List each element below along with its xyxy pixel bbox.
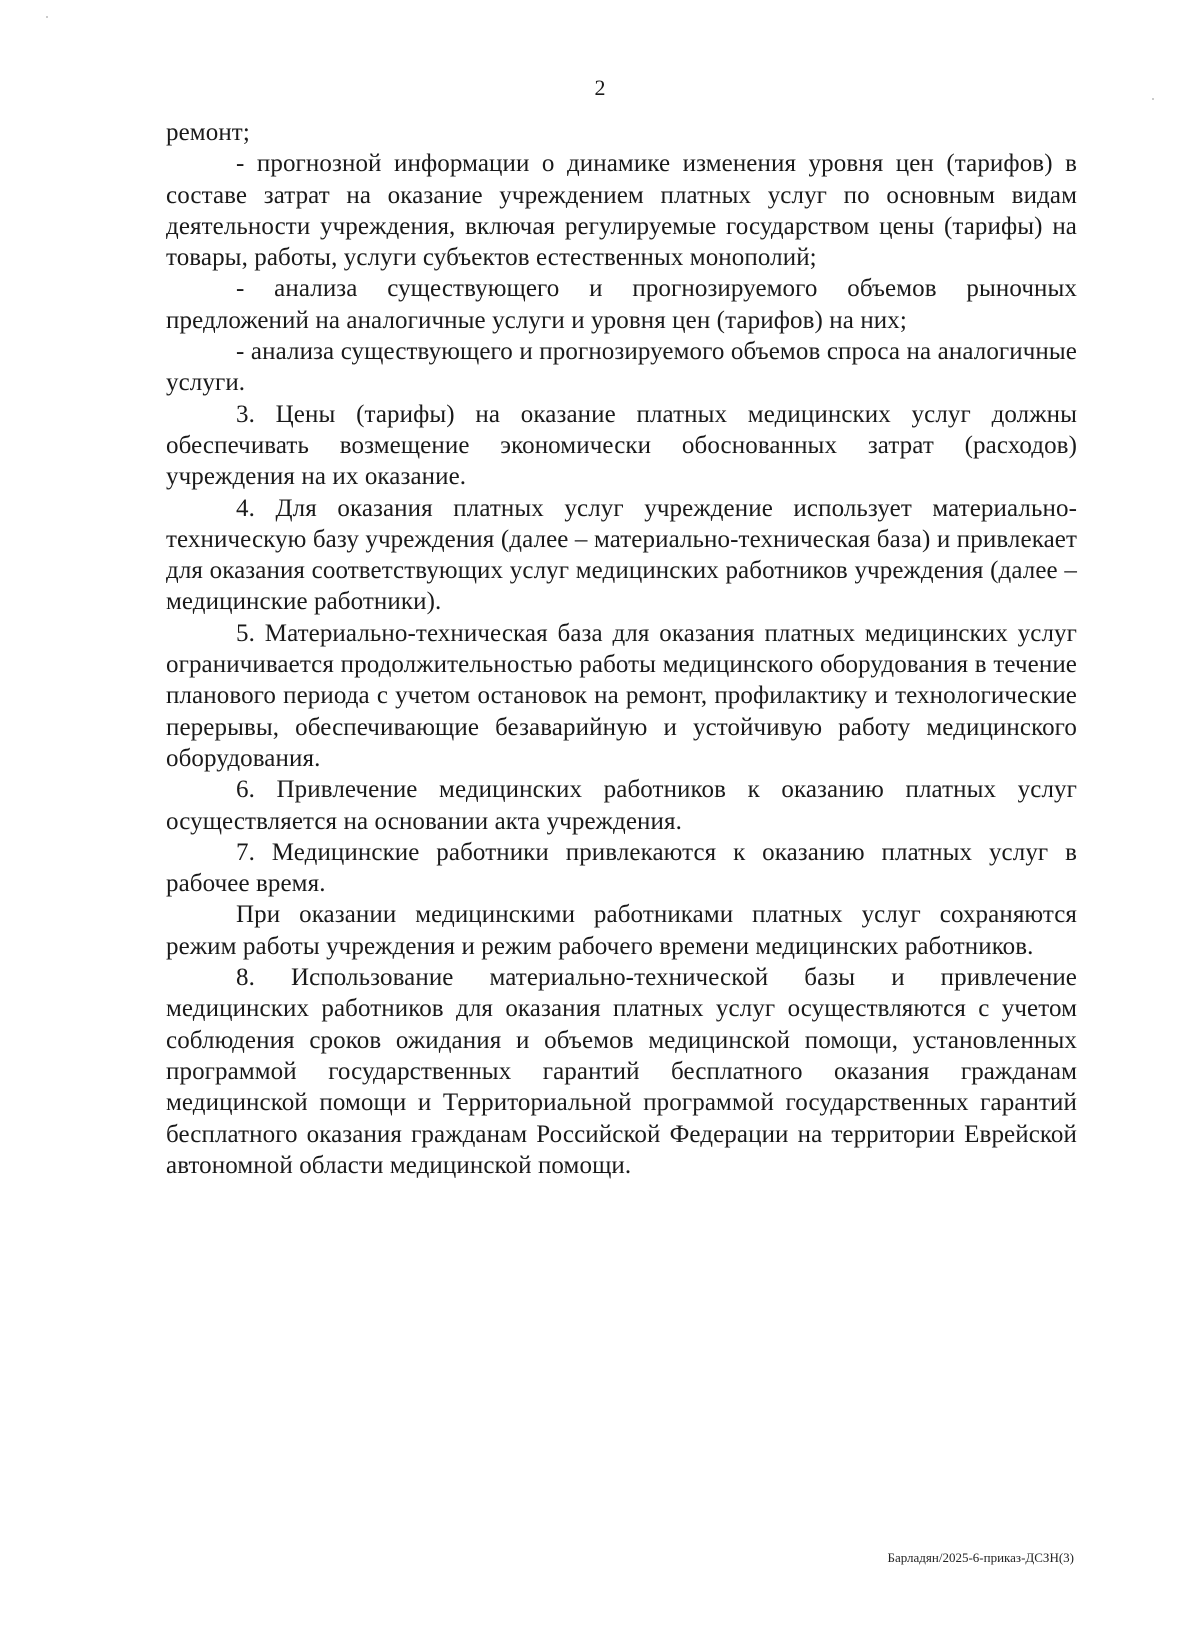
scan-speck bbox=[46, 16, 48, 18]
paragraph-4: 3. Цены (тарифы) на оказание платных медицинских услуг должны обеспечивать возмещение экономически обоснованных затрат (расходов) учреждения на их оказание. bbox=[166, 400, 1077, 491]
page-number: 2 bbox=[594, 75, 606, 100]
paragraph-3: - анализа существующего и прогнозируемого объемов спроса на аналогичные услуги. bbox=[166, 338, 1077, 397]
paragraph-8: 7. Медицинские работники привлекаются к оказанию платных услуг в рабочее время. bbox=[166, 838, 1077, 898]
paragraph-1: - прогнозной информации о динамике изменения уровня цен (тарифов) в составе затрат на оказание учреждением платных услуг по основным видам деятельности учреждения, включая регулируемые государством цены (тарифы) на товары, работы, услуги субъектов естественных монополий; bbox=[166, 150, 1077, 272]
footer-reference: Барладян/2025-6-приказ-ДСЗН(3) bbox=[887, 1550, 1074, 1565]
paragraph-9: При оказании медицинскими работниками платных услуг сохраняются режим работы учреждения и режим рабочего времени медицинских работников. bbox=[166, 901, 1077, 960]
paragraph-2: - анализа существующего и прогнозируемого объемов рыночных предложений на аналогичные услуги и уровня цен (тарифов) на них; bbox=[166, 275, 1077, 334]
paragraph-10: 8. Использование материально-технической базы и привлечение медицинских работников для оказания платных услуг осуществляются с учетом соблюдения сроков ожидания и объемов медицинской помощи, установленных программой государственных гарантий бесплатного оказания гражданам медицинской помощи и Территориальной программой государственных гарантий бесплатного оказания гражданам Российской Федерации на территории Еврейской автономной области медицинской помощи. bbox=[166, 964, 1077, 1179]
document-body bbox=[166, 117, 1077, 1181]
paragraph-5: 4. Для оказания платных услуг учреждение использует материально-техническую базу учреждения (далее – материально-техническая база) и привлекает для оказания соответствующих услуг медицинских работников учреждения (далее – медицинские работники). bbox=[166, 494, 1077, 616]
paragraph-0: ремонт; bbox=[166, 119, 250, 146]
paragraph-7: 6. Привлечение медицинских работников к оказанию платных услуг осуществляется на основании акта учреждения. bbox=[166, 776, 1077, 835]
paragraph-6: 5. Материально-техническая база для оказания платных медицинских услуг ограничивается продолжительностью работы медицинского оборудования в течение планового периода с учетом остановок на ремонт, профилактику и технологические перерывы, обеспечивающие безаварийную и устойчивую работу медицинского оборудования. bbox=[166, 619, 1077, 772]
